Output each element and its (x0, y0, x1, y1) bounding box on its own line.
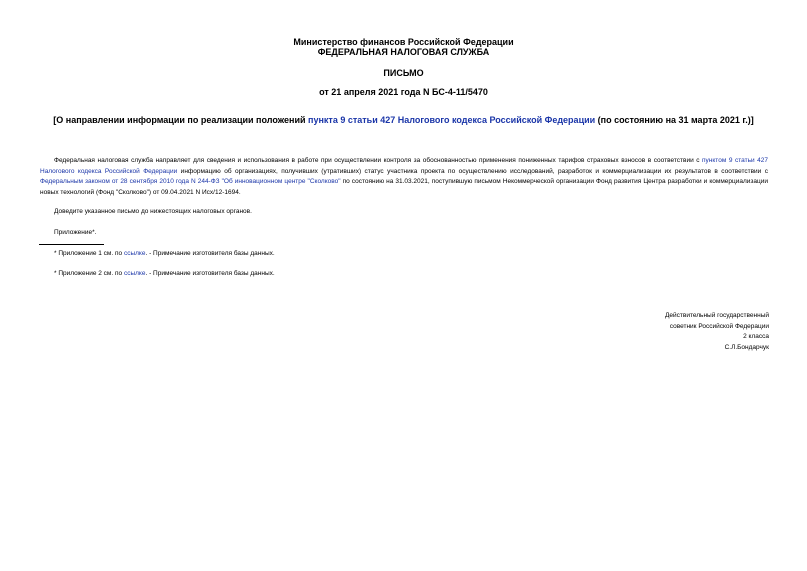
signature-rank-line-1: Действительный государственный (665, 312, 769, 319)
footnote-2-link[interactable]: ссылке (123, 270, 146, 277)
instruction-paragraph: Доведите указанное письмо до нижестоящих налоговых органов. (54, 208, 252, 215)
signature-rank-line-2: советник Российской Федерации (669, 322, 769, 330)
footnote-1-link[interactable]: ссылке (123, 250, 146, 257)
ministry-heading: Министерство финансов Российской Федерации (293, 37, 514, 47)
signature-block (589, 311, 769, 353)
title-law-link[interactable]: пункта 9 статьи 427 Налогового кодекса Российской Федерации (308, 115, 596, 125)
signature-name: С.Л.Бондарчук (724, 343, 769, 351)
footnote-2-prefix: * Приложение 2 см. по (54, 270, 124, 277)
doc-type-heading: ПИСЬМО (383, 68, 424, 78)
footnote-1-prefix: * Приложение 1 см. по (54, 250, 124, 257)
doc-number-heading: от 21 апреля 2021 года N БС-4-11/5470 (319, 87, 488, 97)
footnote-1 (54, 249, 275, 259)
tax-code-link[interactable]: пунктом 9 статьи 427 Налогового кодекса Российской Федерации (40, 157, 768, 175)
footnote-1-suffix: . - Примечание изготовителя базы данных. (145, 250, 275, 257)
title-prefix: [О направлении информации по реализации положений (53, 115, 309, 125)
document-title (0, 115, 807, 126)
federal-law-link[interactable]: Федеральным законом от 28 сентября 2010 года N 244-ФЗ "Об инновационном центре "Сколково" (40, 178, 341, 185)
signature-rank-line-3: 2 класса (743, 333, 769, 340)
paragraph-text-3: по состоянию на 31.03.2021, поступившую письмом Некоммерческой организации Фонд развития Центра разработки и коммерциализации новых технологий (Фонд "Сколково") от 09.04.2021 N Исх/12-1694. (40, 178, 768, 196)
paragraph-text-2: информацию об организациях, получивших (утративших) статус участника проекта по осуществлению исследований, разработок и коммерциализации их результатов в соответствии с (177, 167, 769, 175)
footnote-2-suffix: . - Примечание изготовителя базы данных. (145, 270, 275, 277)
main-paragraph (40, 156, 768, 198)
title-suffix: (по состоянию на 31 марта 2021 г.)] (595, 115, 754, 125)
appendix-note: Приложение*. (54, 229, 97, 236)
paragraph-text-1: Федеральная налоговая служба направляет для сведения и использования в работе при осуществлении контроля за обоснованностью применения пониженных тарифов страховых взносов в соответствии с (54, 157, 703, 164)
footnote-2 (54, 269, 275, 279)
footnote-divider (39, 244, 104, 245)
service-heading: ФЕДЕРАЛЬНАЯ НАЛОГОВАЯ СЛУЖБА (317, 47, 490, 57)
